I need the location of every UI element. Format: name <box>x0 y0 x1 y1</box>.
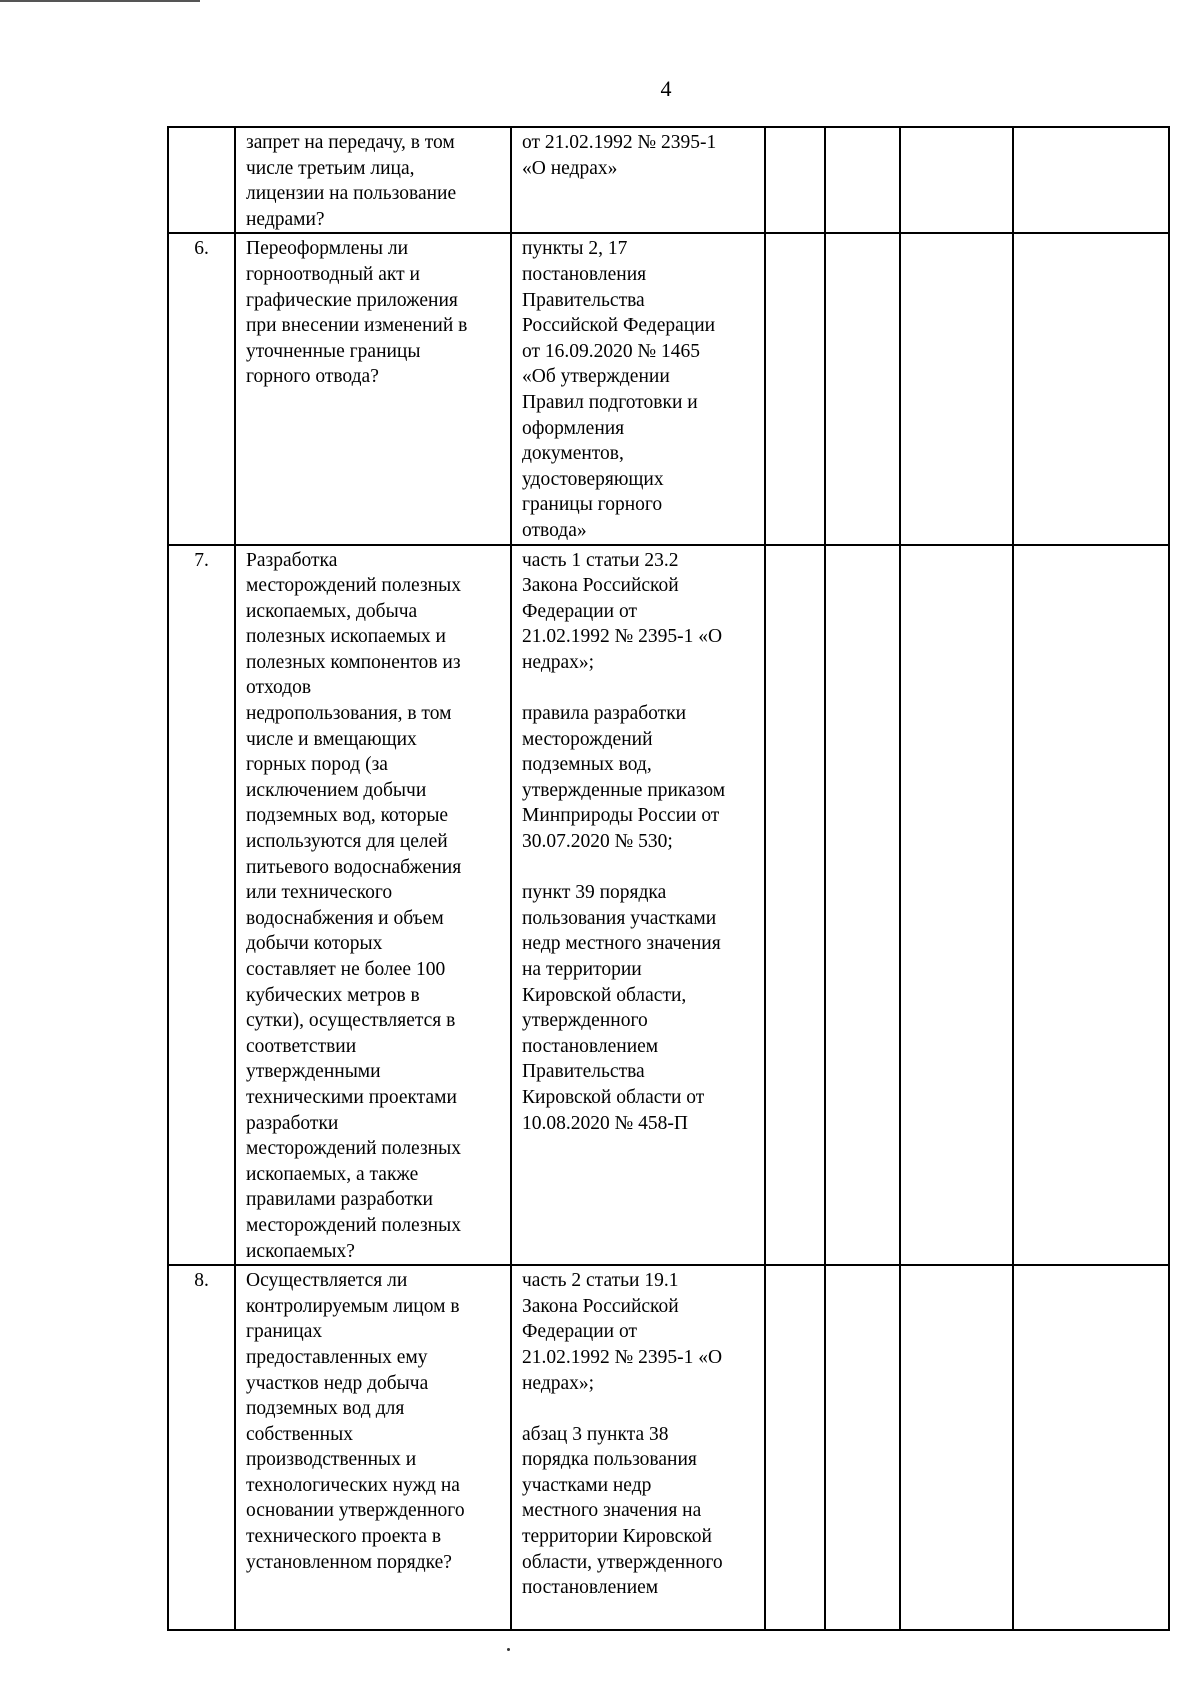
answer-cell-no <box>825 233 900 544</box>
reference-text: от 21.02.1992 № 2395-1 «О недрах» <box>522 132 717 179</box>
note-cell <box>1013 127 1169 233</box>
question-cell <box>235 545 511 1266</box>
answer-cell-no <box>825 545 900 1266</box>
answer-cell-na <box>900 127 1013 233</box>
table-row <box>168 233 1169 544</box>
scan-artifact-dot <box>507 1648 510 1651</box>
answer-cell-na <box>900 1265 1013 1630</box>
reference-text: абзац 3 пункта 38 порядка пользования участками недр местного значения на территории Кировской области, утвержденного постановлением <box>522 1423 723 1599</box>
reference-text: часть 1 статьи 23.2 Закона Российской Федерации от 21.02.1992 № 2395-1 «О недрах»; <box>522 549 723 673</box>
answer-cell-na <box>900 233 1013 544</box>
answer-cell-na <box>900 545 1013 1266</box>
scan-artifact-line <box>0 0 200 2</box>
reference-text: пункты 2, 17 постановления Правительства Российской Федерации от 16.09.2020 № 1465 «Об утверждении Правил подготовки и оформления документов, удостоверяющих границы горного отвода» <box>522 238 716 541</box>
answer-cell-no <box>825 127 900 233</box>
question-text: запрет на передачу, в том числе третьим лица, лицензии на пользование недрами? <box>246 132 457 230</box>
note-cell <box>1013 545 1169 1266</box>
answer-cell-yes <box>765 127 825 233</box>
question-text: Переоформлены ли горноотводный акт и графические приложения при внесении изменений в уточненные границы горного отвода? <box>246 238 468 388</box>
answer-cell-yes <box>765 545 825 1266</box>
answer-cell-yes <box>765 233 825 544</box>
question-cell <box>235 233 511 544</box>
page-number: 4 <box>660 76 672 101</box>
question-cell <box>235 1265 511 1630</box>
question-text: Разработка месторождений полезных ископаемых, добыча полезных ископаемых и полезных компонентов из отходов недропользования, в том числе и вмещающих горных пород (за исключением добычи подземных вод, которые используются для целей питьевого водоснабжения или технического водоснабжения и объем добычи которых составляет не более 100 кубических метров в сутки), осуществляется в соответствии утвержденными техническими проектами разработки месторождений полезных ископаемых, а также правилами разработки месторождений полезных ископаемых? <box>246 549 462 1262</box>
row-number: 6. <box>168 233 235 544</box>
row-number: 8. <box>168 1265 235 1630</box>
question-cell <box>235 127 511 233</box>
note-cell <box>1013 1265 1169 1630</box>
question-text: Осуществляется ли контролируемым лицом в границах предоставленных ему участков недр добыча подземных вод для собственных производственных и технологических нужд на основании утвержденного технического проекта в установленном порядке? <box>246 1270 465 1573</box>
row-number: 7. <box>168 545 235 1266</box>
reference-text: пункт 39 порядка пользования участками недр местного значения на территории Кировской области, утвержденного постановлением Правительства Кировской области от 10.08.2020 № 458-П <box>522 882 721 1134</box>
reference-cell <box>511 545 765 1266</box>
reference-cell <box>511 1265 765 1630</box>
reference-cell <box>511 233 765 544</box>
reference-cell <box>511 127 765 233</box>
checklist-table <box>167 126 1170 1631</box>
table-row <box>168 127 1169 233</box>
table-row <box>168 545 1169 1266</box>
answer-cell-yes <box>765 1265 825 1630</box>
note-cell <box>1013 233 1169 544</box>
reference-text: правила разработки месторождений подземных вод, утвержденные приказом Минприроды России от 30.07.2020 № 530; <box>522 703 726 853</box>
row-number <box>168 127 235 233</box>
reference-text: часть 2 статьи 19.1 Закона Российской Федерации от 21.02.1992 № 2395-1 «О недрах»; <box>522 1270 723 1394</box>
table-row <box>168 1265 1169 1630</box>
answer-cell-no <box>825 1265 900 1630</box>
